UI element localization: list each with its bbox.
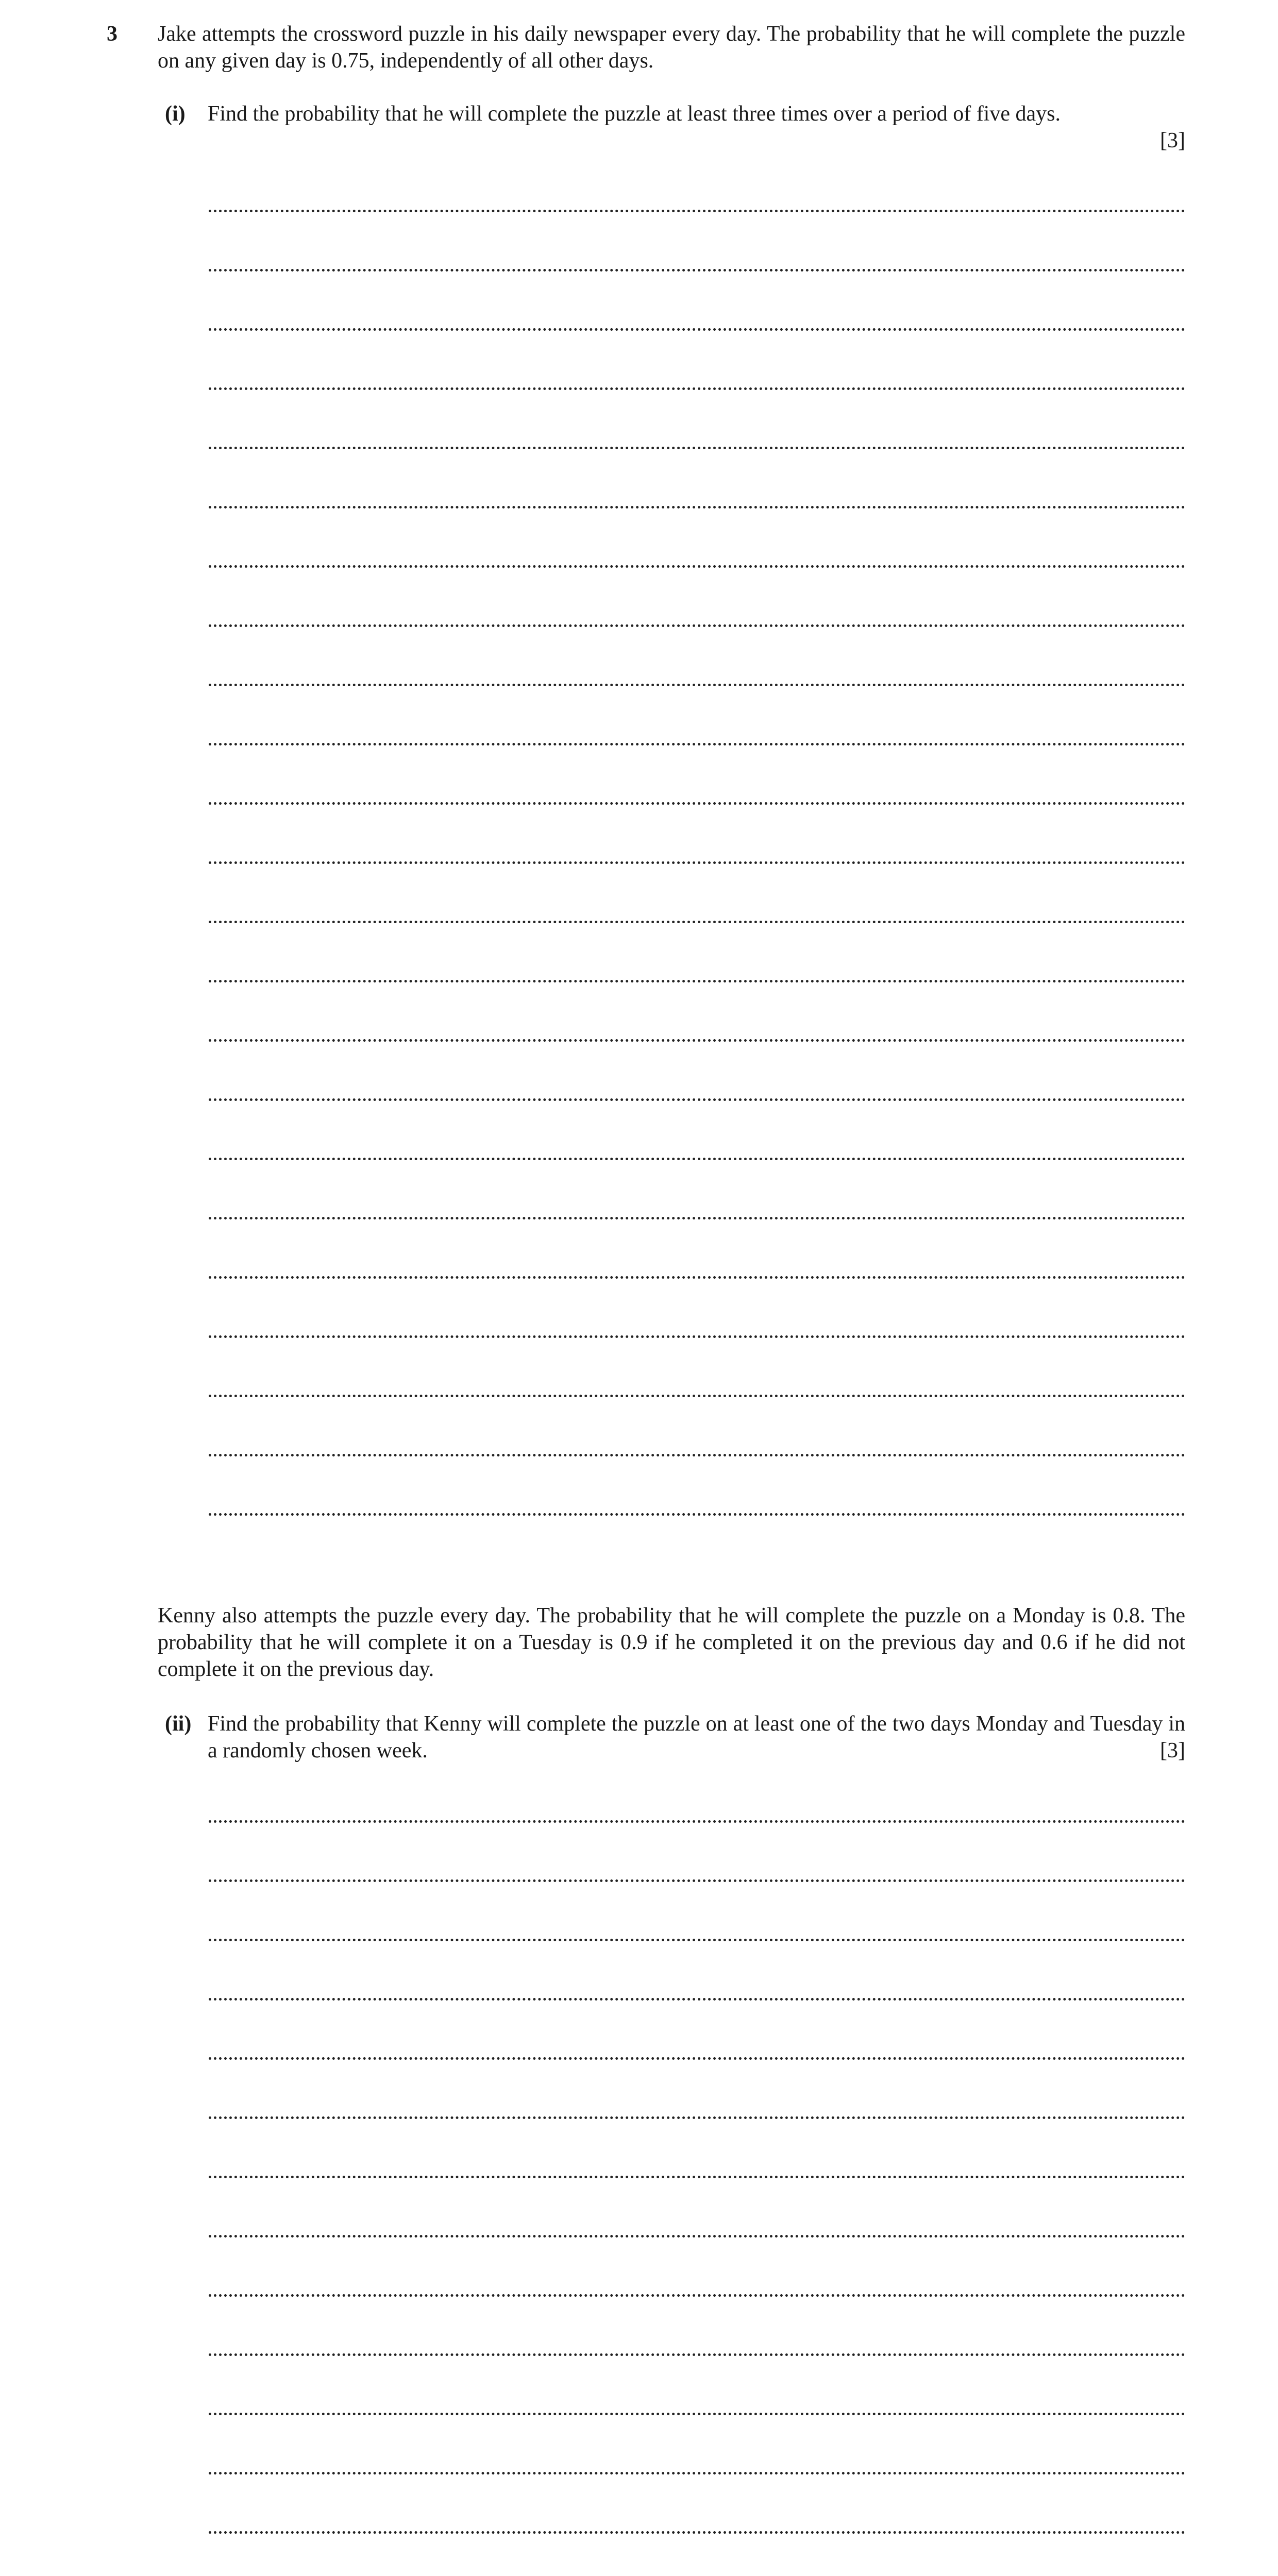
answer-line[interactable] (209, 1039, 1185, 1042)
answer-line[interactable] (209, 2176, 1185, 2178)
answer-line[interactable] (209, 802, 1185, 805)
answer-line[interactable] (209, 1098, 1185, 1101)
answer-line[interactable] (209, 980, 1185, 982)
answer-line[interactable] (209, 684, 1185, 686)
answer-line[interactable] (209, 1513, 1185, 1516)
answer-line[interactable] (209, 1335, 1185, 1338)
part-i-marks: [3] (1160, 129, 1185, 152)
answer-line[interactable] (209, 2353, 1185, 2356)
answer-line[interactable] (209, 328, 1185, 331)
answer-line[interactable] (209, 1217, 1185, 1219)
answer-line[interactable] (209, 269, 1185, 272)
answer-line[interactable] (209, 2116, 1185, 2119)
part-i-label: (i) (165, 102, 186, 126)
question-intro: Jake attempts the crossword puzzle in his daily newspaper every day. The probability that he will complete the puzzle on any given day is 0.75, independently of all other days. (158, 22, 1185, 73)
answer-line[interactable] (209, 921, 1185, 923)
answer-line[interactable] (209, 1395, 1185, 1397)
part-ii-text: Find the probability that Kenny will complete the puzzle on at least one of the two days Monday and Tuesday in a randomly chosen week. (208, 1712, 1185, 1762)
question-context: Kenny also attempts the puzzle every day. The probability that he will complete the puzzle on a Monday is 0.8. The probability that he will complete it on a Tuesday is 0.9 if he completed it on the previous day and 0.6 if he did not complete it on the previous day. (158, 1604, 1185, 1681)
answer-line[interactable] (209, 506, 1185, 509)
answer-line[interactable] (209, 1939, 1185, 1941)
answer-line[interactable] (209, 1998, 1185, 2001)
answer-line[interactable] (209, 1454, 1185, 1456)
answer-line[interactable] (209, 624, 1185, 627)
part-ii-marks: [3] (1160, 1739, 1185, 1762)
part-ii-label: (ii) (165, 1712, 192, 1736)
answer-line[interactable] (209, 1276, 1185, 1279)
answer-line[interactable] (209, 2294, 1185, 2297)
answer-line[interactable] (209, 2413, 1185, 2415)
answer-line[interactable] (209, 2057, 1185, 2060)
answer-line[interactable] (209, 1879, 1185, 1882)
answer-line[interactable] (209, 2531, 1185, 2534)
answer-line[interactable] (209, 565, 1185, 568)
question-number: 3 (107, 22, 117, 46)
answer-line[interactable] (209, 1820, 1185, 1823)
part-i-text: Find the probability that he will complete the puzzle at least three times over a period of five days. (208, 102, 1061, 126)
answer-line[interactable] (209, 447, 1185, 449)
answer-line[interactable] (209, 1158, 1185, 1160)
answer-line[interactable] (209, 210, 1185, 212)
answer-line[interactable] (209, 387, 1185, 390)
answer-line[interactable] (209, 743, 1185, 745)
answer-line[interactable] (209, 861, 1185, 864)
answer-line[interactable] (209, 2472, 1185, 2475)
answer-line[interactable] (209, 2235, 1185, 2238)
